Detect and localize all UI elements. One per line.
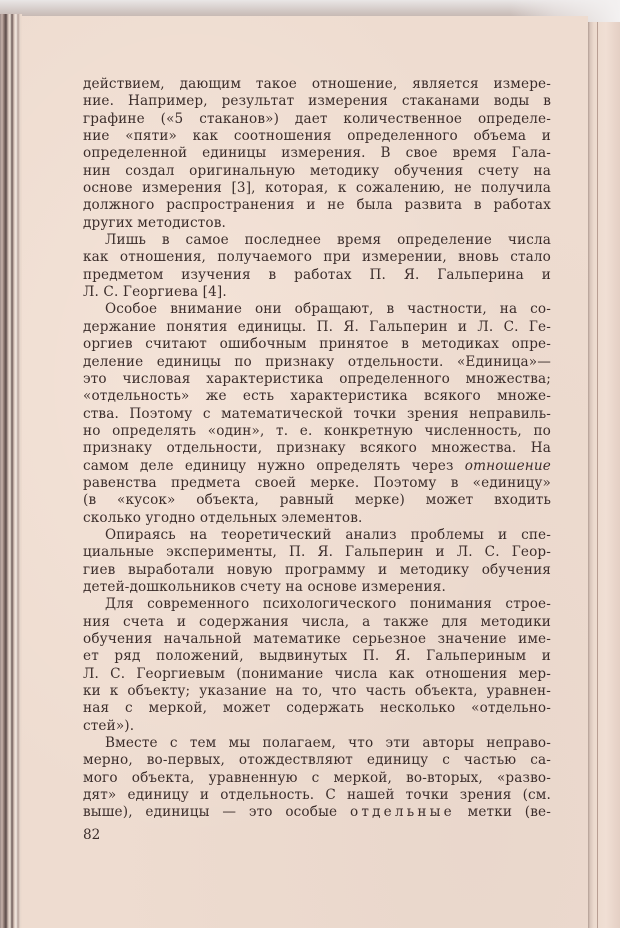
text-line: равенства предмета своей мерке. Поэтому в «единицу» — [83, 474, 551, 491]
page-body-text — [83, 76, 551, 822]
paragraph-6 — [83, 735, 551, 822]
page-gutter-line — [597, 22, 598, 928]
text-line: признаку отдельности, признаку всякого множества. На — [83, 440, 551, 457]
text-line: основе измерения [3], которая, к сожалению, не получила — [83, 180, 551, 197]
text-line: ства. Поэтому с математической точки зрения неправиль- — [83, 405, 551, 422]
text-line: деление единицы по признаку отдельности. «Единица»— — [83, 353, 551, 370]
text-line: Особое внимание они обращают, в частности, на со- — [105, 301, 551, 318]
text-line: циальные эксперименты, П. Я. Гальперин и Л. С. Геор- — [83, 544, 551, 561]
text-line: это числовая характеристика определенного множества; — [83, 370, 551, 387]
text-line: детей-дошкольников счету на основе измерения. — [83, 578, 446, 595]
text-line: ние «пяти» как соотношения определенного объема и — [83, 128, 551, 145]
page-number: 82 — [83, 827, 101, 843]
text-line: Вместе с тем мы полагаем, что эти авторы неправо- — [105, 735, 551, 752]
text-line: определенной единицы измерения. В свое время Гала- — [83, 145, 551, 162]
adjacent-page-edge — [588, 22, 620, 928]
italic-emphasis: отношение — [464, 457, 551, 474]
text-line: должного распространения и не была развита в работах — [83, 197, 551, 214]
text-line: Для современного психологического понимания строе- — [105, 596, 551, 613]
text-line: ная с меркой, может содержать несколько «отдельно- — [83, 700, 551, 717]
paragraph-2 — [83, 232, 551, 301]
text-line: Опираясь на теоретический анализ проблемы и спе- — [105, 526, 551, 543]
text-line: как отношения, получаемого при измерении, вновь стало — [83, 249, 551, 266]
text-line: Л. С. Георгиева [4]. — [83, 284, 227, 301]
text-line: но определять «один», т. е. конкретную численность, по — [83, 422, 551, 439]
text-segment: выше), единицы — это особые — [83, 804, 350, 821]
text-line: (в «кусок» объекта, равный мерке) может входить — [83, 492, 551, 509]
text-line: графине («5 стаканов») дает количественное определе- — [83, 110, 551, 127]
text-line: Л. С. Георгиевым (понимание числа как отношения мер- — [83, 665, 551, 682]
text-line: мого объекта, уравненную с меркой, во-вторых, «разво- — [83, 769, 551, 786]
text-line: гиев выработали новую программу и методику обучения — [83, 561, 551, 578]
text-line: держание понятия единицы. П. Я. Гальперин и Л. С. Ге- — [83, 318, 551, 335]
text-line: нин создал оригинальную методику обучения счету на — [83, 162, 551, 179]
paragraph-3 — [83, 301, 551, 526]
page-stack-edges — [0, 14, 22, 928]
paragraph-1 — [83, 76, 551, 232]
text-line-with-spaced — [83, 804, 551, 821]
text-line: «отдельность» же есть характеристика всякого множе- — [83, 388, 551, 405]
text-line: ния счета и содержания числа, а также для методики — [83, 613, 551, 630]
text-line: действием, дающим такое отношение, является измере- — [83, 76, 551, 92]
text-segment: самом деле единицу нужно определять через — [83, 457, 465, 474]
text-line: предметом изучения в работах П. Я. Гальперина и — [83, 266, 551, 283]
text-line: ки к объекту; указание на то, что часть объекта, уравнен- — [83, 683, 551, 700]
text-line: дят» единицу и отдельность. С нашей точки зрения (см. — [83, 787, 551, 804]
text-line: других методистов. — [83, 214, 226, 231]
spaced-emphasis: отдельные — [350, 804, 455, 821]
text-line: ет ряд положений, выдвинутых П. Я. Гальпериным и — [83, 648, 551, 665]
paragraph-4 — [83, 527, 551, 596]
text-line: стей»). — [83, 717, 135, 734]
text-segment: метки (ве- — [454, 804, 551, 821]
paragraph-5 — [83, 596, 551, 735]
text-line: ние. Например, результат измерения стаканами воды в — [83, 93, 551, 110]
text-line-with-italic — [83, 458, 551, 475]
text-line: сколько угодно отдельных элементов. — [83, 509, 363, 526]
text-line: Лишь в самое последнее время определение числа — [105, 232, 551, 249]
text-line: обучения начальной математике серьезное значение име- — [83, 631, 551, 647]
text-line: оргиев считают ошибочным принятое в методиках опре- — [83, 336, 551, 353]
text-line: мерно, во-первых, отождествляют единицу с частью са- — [83, 752, 551, 769]
